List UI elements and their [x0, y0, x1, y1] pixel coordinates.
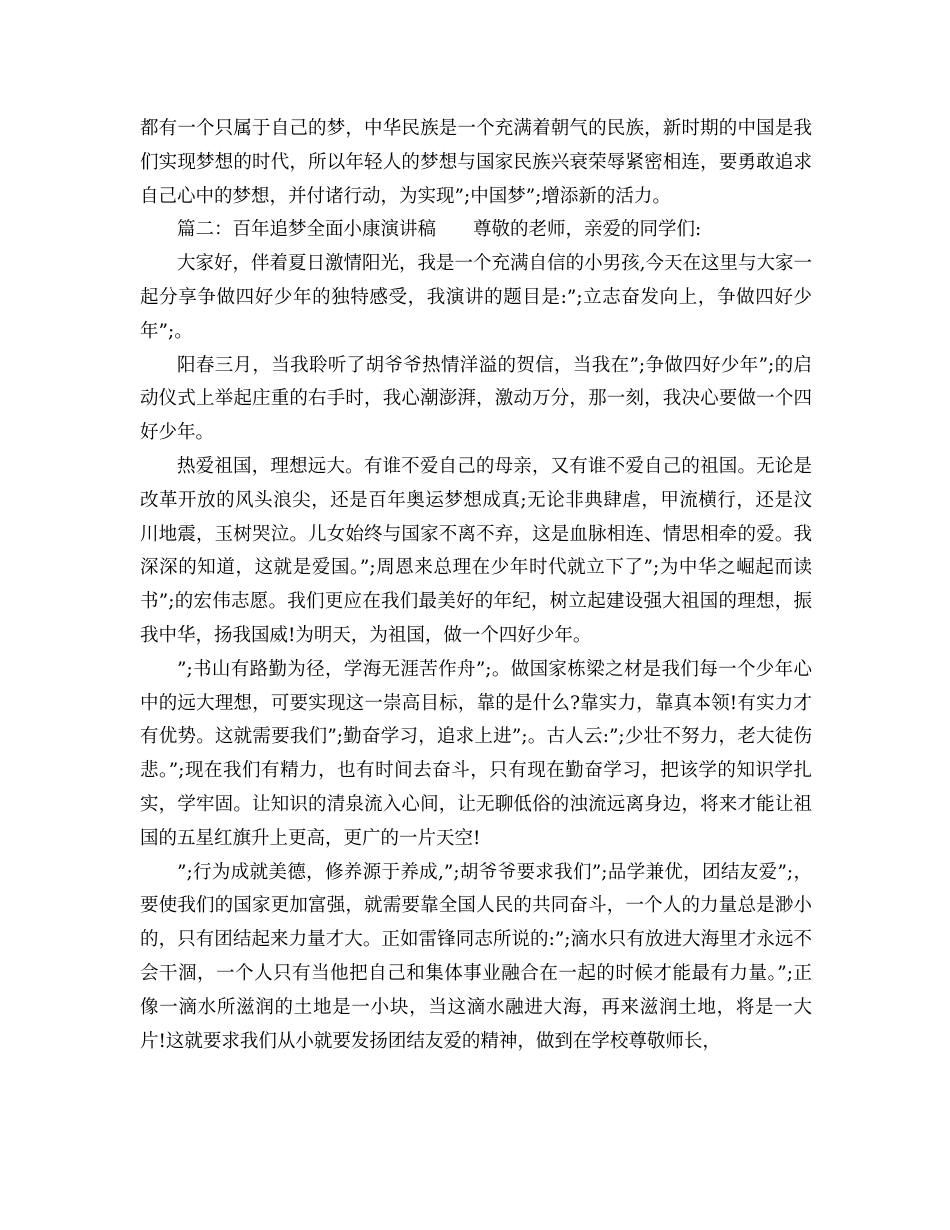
- paragraph-continuation: 都有一个只属于自己的梦，中华民族是一个充满着朝气的民族，新时期的中国是我们实现梦想的时代，所以年轻人的梦想与国家民族兴衰荣辱紧密相连，要勇敢追求自己心中的梦想，并付诸行动，为实现”;中国梦”;增添新的活力。: [140, 118, 812, 207]
- paragraph-patriotism: 热爱祖国，理想远大。有谁不爱自己的母亲，又有谁不爱自己的祖国。无论是改革开放的风头浪尖，还是百年奥运梦想成真;无论非典肆虐，甲流横行，还是汶川地震，玉树哭泣。儿女始终与国家不离不弃，这是血脉相连、情思相牵的爱。我深深的知道，这就是爱国。”;周恩来总理在少年时代就立下了”;为中华之崛起而读书”;的宏伟志愿。我们更应在我们最美好的年纪，树立起建设强大祖国的理想，振我中华，扬我国威!为明天，为祖国，做一个四好少年。: [140, 455, 812, 646]
- document-body: [140, 112, 812, 1058]
- paragraph-study: ”;书山有路勤为径，学海无涯苦作舟”;。做国家栋梁之材是我们每一个少年心中的远大理想，可要实现这一崇高目标，靠的是什么?靠实力，靠真本领!有实力才有优势。这就需要我们”;勤奋学习，追求上进”;。古人云:”;少壮不努力，老大徒伤悲。”;现在我们有精力，也有时间去奋斗，只有现在勤奋学习，把该学的知识学扎实，学牢固。让知识的清泉流入心间，让无聊低俗的浊流远离身边，将来才能让祖国的五星红旗升上更高，更广的一片天空!: [140, 658, 812, 849]
- paragraph-section-heading: 篇二：百年追梦全面小康演讲稿 尊敬的老师，亲爱的同学们:: [177, 219, 702, 241]
- paragraph-spring: 阳春三月，当我聆听了胡爷爷热情洋溢的贺信，当我在”;争做四好少年”;的启动仪式上举起庄重的右手时，我心潮澎湃，激动万分，那一刻，我决心要做一个四好少年。: [140, 354, 812, 444]
- paragraph-greeting: 大家好，伴着夏日激情阳光，我是一个充满自信的小男孩,今天在这里与大家一起分享争做四好少年的独特感受，我演讲的题目是:”;立志奋发向上，争做四好少年”;。: [140, 253, 812, 342]
- paragraph-unity: ”;行为成就美德，修养源于养成,”;胡爷爷要求我们”;品学兼优，团结友爱”;，要使我们的国家更加富强，就需要靠全国人民的共同奋斗，一个人的力量总是渺小的，只有团结起来力量才大。正如雷锋同志所说的:”;滴水只有放进大海里才永远不会干涸，一个人只有当他把自己和集体事业融合在一起的时候才能最有力量。”;正像一滴水所滋润的土地是一小块，当这滴水融进大海，再来滋润土地，将是一大片!这就要求我们从小就要发扬团结友爱的精神，做到在学校尊敬师长，: [140, 861, 812, 1052]
